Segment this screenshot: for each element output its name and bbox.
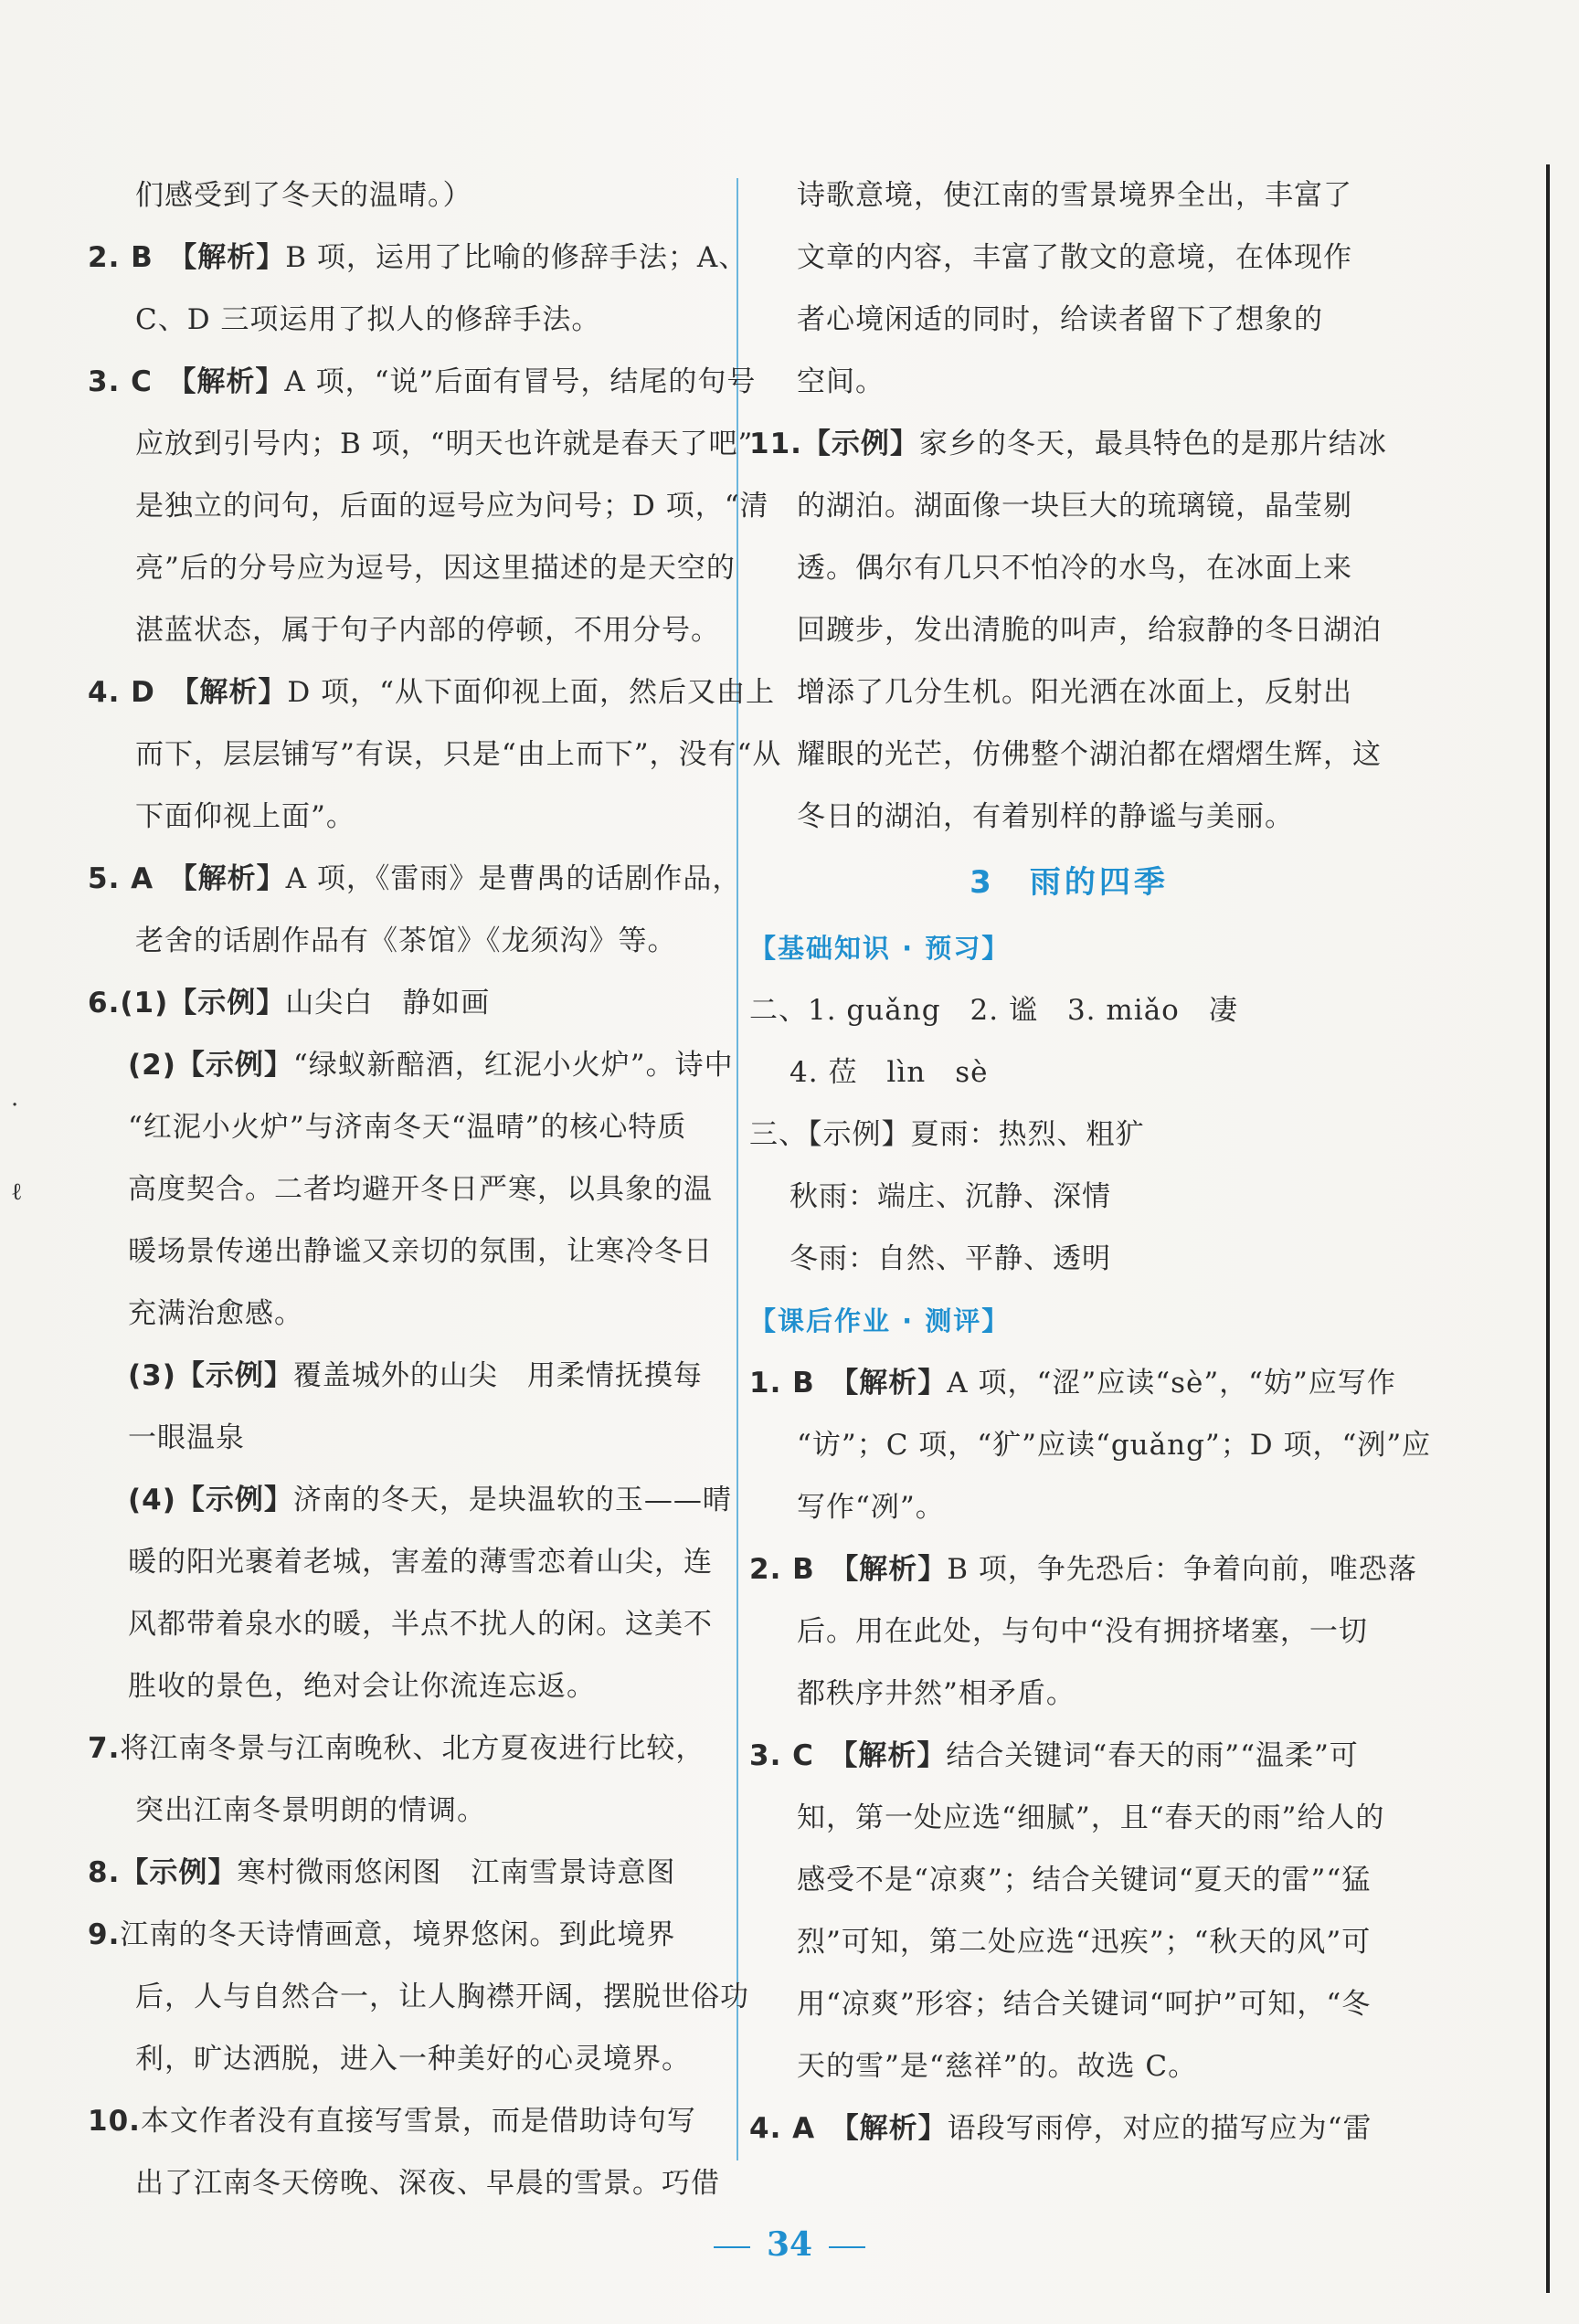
text-line: 冬日的湖泊，有着别样的静谧与美丽。: [797, 800, 1294, 833]
item-text: B 项，争先恐后：争着向前，唯恐落: [947, 1553, 1417, 1586]
answer-item-first-line: [88, 2090, 732, 2152]
analysis-tag: 【解析】: [843, 1553, 948, 1586]
item-text: “绿蚁新醅酒，红泥小火炉”。诗中: [292, 1049, 734, 1082]
prep-answer-line: 4. 莅 lìn sè: [790, 1056, 989, 1089]
text-line: C、D 三项运用了拟人的修辞手法。: [135, 303, 601, 336]
prep-answer-line: 冬雨：自然、平静、透明: [790, 1242, 1111, 1275]
text-line: 回踱步，发出清脆的叫声，给寂静的冬日湖泊: [797, 614, 1382, 647]
text-line: 透。偶尔有几只不怕冷的水鸟，在冰面上来: [797, 552, 1352, 585]
text-line: 诗歌意境，使江南的雪景境界全出，丰富了: [797, 179, 1352, 212]
answer-item-first-line: [749, 413, 1389, 475]
section-bar-homework: 【课后作业 · 测评】: [749, 1305, 1011, 1336]
prep-answer-line: 三、【示例】夏雨：热烈、粗犷: [749, 1118, 1145, 1151]
text-line: 知，第一处应选“细腻”，且“春天的雨”给人的: [797, 1801, 1385, 1834]
text-line: 风都带着泉水的暖，半点不扰人的闲。这美不: [128, 1608, 713, 1641]
homework-item-first-line: [749, 1352, 1396, 1414]
item-text: 本文作者没有直接写雪景，而是借助诗句写: [140, 2105, 696, 2138]
item-number: 10.: [88, 2105, 141, 2138]
text-line: 老舍的话剧作品有《茶馆》《龙须沟》等。: [135, 924, 677, 957]
prep-answer-line: 秋雨：端庄、沉静、深情: [790, 1180, 1111, 1213]
answer-item-first-line: [88, 227, 748, 289]
item-text: A 项，“涩”应读“sè”，“妨”应写作: [947, 1367, 1396, 1400]
text-line: 后。用在此处，与句中“没有拥挤堵塞，一切: [797, 1615, 1368, 1648]
item-text: 将江南冬景与江南晚秋、北方夏夜进行比较，: [120, 1732, 705, 1765]
text-line: 用“凉爽”形容；结合关键词“呵护”可知，“冬: [797, 1988, 1372, 2021]
answer-letter: A: [120, 862, 184, 895]
text-line: 增添了几分生机。阳光洒在冰面上，反射出: [797, 676, 1352, 709]
item-number: 3.: [749, 1739, 782, 1772]
answer-item-first-line: [88, 972, 732, 1034]
item-number: 4.: [749, 2112, 782, 2145]
item-text: D 项，“从下面仰视上面，然后又由上: [287, 676, 775, 709]
text-line: “红泥小火炉”与济南冬天“温晴”的核心特质: [128, 1111, 687, 1144]
item-text: 济南的冬天，是块温软的玉——晴: [292, 1484, 732, 1516]
text-line: 突出江南冬景明朗的情调。: [135, 1794, 486, 1827]
text-line: 后，人与自然合一，让人胸襟开阔，摆脱世俗功: [135, 1981, 749, 2013]
answer-item-first-line: [88, 351, 757, 413]
sub-label: (2)【示例】: [128, 1049, 293, 1082]
analysis-tag: 【示例】: [120, 1856, 238, 1889]
text-line: 应放到引号内；B 项，“明天也许就是春天了吧”: [135, 428, 754, 460]
answer-item-first-line: [88, 1469, 732, 1531]
section-title: 3 雨的四季: [970, 864, 1169, 901]
analysis-tag: (1)【示例】: [120, 987, 286, 1019]
item-number: 11.: [749, 428, 802, 460]
page-footer: [0, 2225, 1579, 2264]
text-line: 耀眼的光芒，仿佛整个湖泊都在熠熠生辉，这: [797, 738, 1382, 771]
item-number: 4.: [88, 676, 121, 709]
text-line: 空间。: [797, 365, 885, 398]
text-line: 高度契合。二者均避开冬日严寒，以具象的温: [128, 1173, 713, 1206]
text-line: “访”；C 项，“犷”应读“guǎng”；D 项，“洌”应: [797, 1429, 1432, 1462]
text-line: 是独立的问句，后面的逗号应为问号；D 项，“清: [135, 490, 769, 523]
answer-letter: D: [120, 676, 185, 709]
text-line: 文章的内容，丰富了散文的意境，在体现作: [797, 241, 1352, 274]
answer-item-first-line: [88, 1034, 732, 1096]
sub-label: (4)【示例】: [128, 1484, 293, 1516]
text-line: 而下，层层铺写”有误，只是“由上而下”，没有“从: [135, 738, 782, 771]
answer-letter: A: [781, 2112, 845, 2145]
sub-label: (3)【示例】: [128, 1359, 293, 1392]
text-line: 胜收的景色，绝对会让你流连忘返。: [128, 1670, 596, 1703]
item-number: 9.: [88, 1918, 121, 1951]
text-line: 者心境闲适的同时，给读者留下了想象的: [797, 303, 1323, 336]
item-number: 5.: [88, 862, 121, 895]
item-text: 山尖白 静如画: [285, 987, 491, 1019]
answer-item-first-line: [88, 1717, 732, 1780]
answer-letter: C: [120, 365, 182, 398]
analysis-tag: 【解析】: [842, 1739, 947, 1772]
analysis-tag: 【解析】: [183, 862, 286, 895]
text-line: 充满治愈感。: [128, 1297, 303, 1330]
item-text: A 项，“说”后面有冒号，结尾的句号: [284, 365, 757, 398]
item-number: 8.: [88, 1856, 121, 1889]
text-line: 都秩序井然”相矛盾。: [797, 1677, 1076, 1710]
analysis-tag: 【解析】: [843, 1367, 948, 1400]
item-number: 1.: [749, 1367, 782, 1400]
analysis-tag: 【解析】: [844, 2112, 948, 2145]
item-text: 家乡的冬天，最具特色的是那片结冰: [918, 428, 1387, 460]
section-bar-preview: 【基础知识 · 预习】: [749, 933, 1011, 964]
text-line: 亮”后的分号应为逗号，因这里描述的是天空的: [135, 552, 736, 585]
answer-item-first-line: [88, 1842, 732, 1904]
item-text: 覆盖城外的山尖 用柔情抚摸每: [292, 1359, 703, 1392]
text-line: 利，旷达洒脱，进入一种美好的心灵境界。: [135, 2043, 691, 2076]
text-line: 暖的阳光裹着老城，害羞的薄雪恋着山尖，连: [128, 1546, 713, 1579]
text-line: 出了江南冬天傍晚、深夜、早晨的雪景。巧借: [135, 2167, 720, 2200]
homework-item-first-line: [749, 1538, 1417, 1600]
homework-item-first-line: [749, 1725, 1389, 1787]
analysis-tag: 【示例】: [801, 428, 919, 460]
answer-letter: B: [120, 241, 183, 274]
item-text: 江南的冬天诗情画意，境界悠闲。到此境界: [120, 1918, 676, 1951]
text-line: 天的雪”是“慈祥”的。故选 C。: [797, 2050, 1198, 2083]
text-line: 写作“冽”。: [797, 1491, 945, 1524]
answer-letter: C: [781, 1739, 843, 1772]
text-line: 暖场景传递出静谧又亲切的氛围，让寒冷冬日: [128, 1235, 713, 1268]
analysis-tag: 【解析】: [184, 676, 288, 709]
margin-mark: ·: [11, 1092, 19, 1119]
footer-dash: [714, 2246, 750, 2248]
margin-mark: ℓ: [11, 1178, 23, 1206]
item-number: 3.: [88, 365, 121, 398]
text-line: 烈”可知，第二处应选“迅疾”；“秋天的风”可: [797, 1926, 1372, 1959]
answer-letter: B: [781, 1367, 844, 1400]
item-number: 7.: [88, 1732, 121, 1765]
answer-item-first-line: [88, 1904, 732, 1966]
page-edge-line: [1546, 164, 1550, 2293]
item-text: B 项，运用了比喻的修辞手法；A、: [285, 241, 748, 274]
answer-item-first-line: [88, 661, 775, 724]
answer-item-first-line: [88, 1345, 732, 1407]
item-number: 2.: [88, 241, 121, 274]
prep-answer-line: 二、1. guǎng 2. 谧 3. miǎo 凄: [749, 994, 1238, 1027]
text-line: 感受不是“凉爽”；结合关键词“夏天的雷”“猛: [797, 1864, 1372, 1896]
answer-letter: B: [781, 1553, 844, 1586]
item-text: 结合关键词“春天的雨”“温柔”可: [946, 1739, 1359, 1772]
item-text: 语段写雨停，对应的描写应为“雷: [947, 2112, 1372, 2145]
text-line: 们感受到了冬天的温晴。）: [135, 179, 472, 212]
homework-item-first-line: [749, 2097, 1389, 2160]
text-line: 湛蓝状态，属于句子内部的停顿，不用分号。: [135, 614, 720, 647]
item-text: A 项，《雷雨》是曹禺的话剧作品，: [285, 862, 742, 895]
analysis-tag: 【解析】: [182, 241, 286, 274]
footer-dash: [829, 2246, 865, 2248]
text-line: 的湖泊。湖面像一块巨大的琉璃镜，晶莹剔: [797, 490, 1352, 523]
analysis-tag: 【解析】: [181, 365, 285, 398]
text-line: 下面仰视上面”。: [135, 800, 355, 833]
item-number: 2.: [749, 1553, 782, 1586]
page-number: 34: [766, 2225, 813, 2264]
answer-item-first-line: [88, 848, 742, 910]
text-line: 一眼温泉: [128, 1421, 245, 1454]
item-text: 寒村微雨悠闲图 江南雪景诗意图: [237, 1856, 676, 1889]
right-column: [749, 164, 1432, 2160]
item-number: 6.: [88, 987, 121, 1019]
